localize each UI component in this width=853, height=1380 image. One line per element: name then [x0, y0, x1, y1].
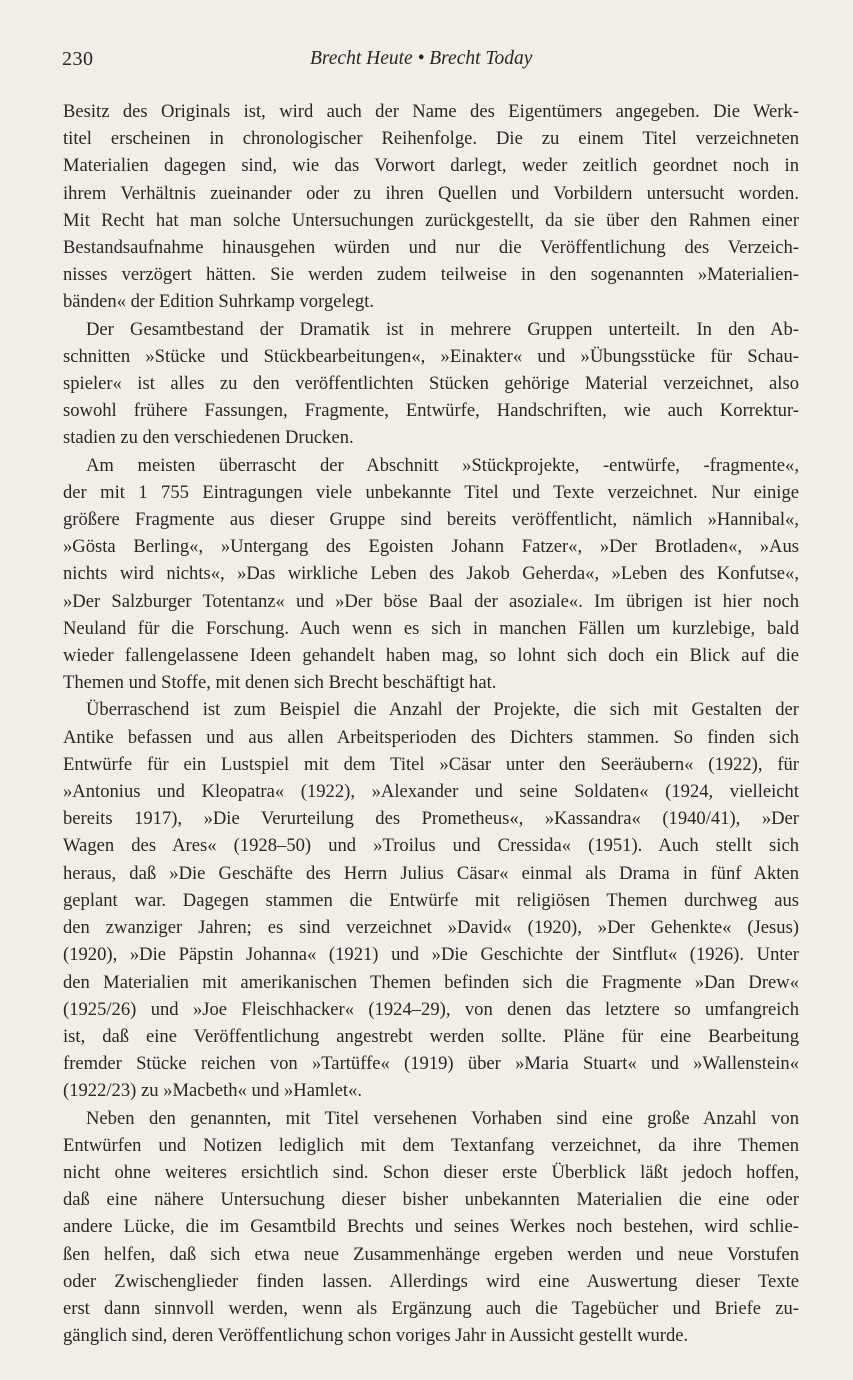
text-line: andere Lücke, die im Gesamtbild Brechts und seines Werkes noch bestehen, wird schlie- [63, 1216, 799, 1238]
text-line: Antike befassen und aus allen Arbeitsperioden des Dichters stammen. So finden sich [63, 726, 799, 748]
text-line: gänglich sind, deren Veröffentlichung schon voriges Jahr in Aussicht gestellt wurde. [63, 1325, 689, 1347]
text-line: bänden« der Edition Suhrkamp vorgelegt. [63, 291, 375, 313]
text-line: Entwürfen und Notizen lediglich mit dem Textanfang verzeichnet, da ihre Themen [63, 1134, 799, 1156]
text-line: heraus, daß »Die Geschäfte des Herrn Julius Cäsar« einmal als Drama in fünf Akten [63, 862, 799, 884]
text-line: den zwanziger Jahren; es sind verzeichnet »David« (1920), »Der Gehenkte« (Jesus) [63, 917, 799, 939]
text-line: wieder fallengelassene Ideen gehandelt haben mag, so lohnt sich doch ein Blick auf die [63, 645, 799, 667]
text-line: erst dann sinnvoll werden, wenn als Ergänzung auch die Tagebücher und Briefe zu- [63, 1297, 799, 1319]
body-text [63, 98, 799, 1349]
text-line: fremder Stücke reichen von »Tartüffe« (1919) über »Maria Stuart« und »Wallenstein« [63, 1053, 799, 1075]
text-line: ßen helfen, daß sich etwa neue Zusammenhänge ergeben werden und neue Vorstufen [63, 1243, 799, 1265]
text-line: schnitten »Stücke und Stückbearbeitungen«, »Einakter« und »Übungsstücke für Schau- [63, 345, 799, 367]
text-line: nichts wird nichts«, »Das wirkliche Leben des Jakob Geherda«, »Leben des Konfutse«, [63, 563, 799, 585]
text-line: Überraschend ist zum Beispiel die Anzahl der Projekte, die sich mit Gestalten der [86, 699, 799, 721]
text-line: spieler« ist alles zu den veröffentlichten Stücken gehörige Material verzeichnet, also [63, 373, 799, 395]
text-line: »Antonius und Kleopatra« (1922), »Alexander und seine Soldaten« (1924, vielleicht [63, 781, 799, 803]
text-line: Wagen des Ares« (1928–50) und »Troilus und Cressida« (1951). Auch stellt sich [63, 835, 799, 857]
text-line: Neben den genannten, mit Titel versehenen Vorhaben sind eine große Anzahl von [86, 1107, 799, 1129]
text-line: ihrem Verhältnis zueinander oder zu ihren Quellen und Vorbildern untersucht worden. [63, 182, 799, 204]
text-line: geplant war. Dagegen stammen die Entwürfe mit religiösen Themen durchweg aus [63, 889, 799, 911]
text-line: (1922/23) zu »Macbeth« und »Hamlet«. [63, 1080, 362, 1102]
text-line: Entwürfe für ein Lustspiel mit dem Titel »Cäsar unter den Seeräubern« (1922), für [63, 753, 799, 775]
text-line: sowohl frühere Fassungen, Fragmente, Entwürfe, Handschriften, wie auch Korrektur- [63, 400, 799, 422]
paragraph-4 [63, 696, 799, 1104]
text-line: Mit Recht hat man solche Untersuchungen zurückgestellt, da sie über den Rahmen einer [63, 209, 799, 231]
text-line: »Der Salzburger Totentanz« und »Der böse Baal der asoziale«. Im übrigen ist hier noch [63, 590, 799, 612]
text-line: oder Zwischenglieder finden lassen. Allerdings wird eine Auswertung dieser Texte [63, 1270, 799, 1292]
page-number: 230 [62, 48, 94, 70]
text-line: größere Fragmente aus dieser Gruppe sind bereits veröffentlicht, nämlich »Hannibal«, [63, 509, 799, 531]
text-line: nicht ohne weiteres ersichtlich sind. Schon dieser erste Überblick läßt jedoch hoffen, [63, 1161, 799, 1183]
text-line: Der Gesamtbestand der Dramatik ist in mehrere Gruppen unterteilt. In den Ab- [86, 318, 799, 340]
paragraph-1 [63, 98, 799, 316]
text-line: (1920), »Die Päpstin Johanna« (1921) und »Die Geschichte der Sintflut« (1926). Unter [63, 944, 799, 966]
text-line: nisses verzögert hätten. Sie werden zudem teilweise in den sogenannten »Materialien- [63, 264, 799, 286]
text-line: der mit 1 755 Eintragungen viele unbekannte Titel und Texte verzeichnet. Nur einige [63, 481, 799, 503]
paragraph-2 [63, 316, 799, 452]
text-line: ist, daß eine Veröffentlichung angestrebt werden sollte. Pläne für eine Bearbeitung [63, 1025, 799, 1047]
text-line: Themen und Stoffe, mit denen sich Brecht beschäftigt hat. [63, 672, 497, 694]
text-line: stadien zu den verschiedenen Drucken. [63, 427, 354, 449]
text-line: »Gösta Berling«, »Untergang des Egoisten Johann Fatzer«, »Der Brotladen«, »Aus [63, 536, 799, 558]
text-line: titel erscheinen in chronologischer Reihenfolge. Die zu einem Titel verzeichneten [63, 128, 799, 150]
running-title: Brecht Heute • Brecht Today [310, 48, 533, 69]
text-line: Materialien dagegen sind, wie das Vorwort darlegt, weder zeitlich geordnet noch in [63, 155, 799, 177]
text-line: Am meisten überrascht der Abschnitt »Stückprojekte, -entwürfe, -fragmente«, [86, 454, 799, 476]
text-line: Besitz des Originals ist, wird auch der Name des Eigentümers angegeben. Die Werk- [63, 101, 799, 122]
text-line: Bestandsaufnahme hinausgehen würden und nur die Veröffentlichung des Verzeich- [63, 237, 799, 259]
text-line: den Materialien mit amerikanischen Themen befinden sich die Fragmente »Dan Drew« [63, 971, 799, 993]
text-line: Neuland für die Forschung. Auch wenn es sich in manchen Fällen um kurzlebige, bald [63, 617, 799, 639]
text-line: (1925/26) und »Joe Fleischhacker« (1924–29), von denen das letztere so umfangreich [63, 998, 799, 1020]
paragraph-3 [63, 452, 799, 697]
text-line: bereits 1917), »Die Verurteilung des Prometheus«, »Kassandra« (1940/41), »Der [63, 808, 799, 830]
paragraph-5 [63, 1105, 799, 1350]
text-line: daß eine nähere Untersuchung dieser bisher unbekannten Materialien die eine oder [63, 1189, 799, 1211]
page-header [62, 46, 802, 76]
